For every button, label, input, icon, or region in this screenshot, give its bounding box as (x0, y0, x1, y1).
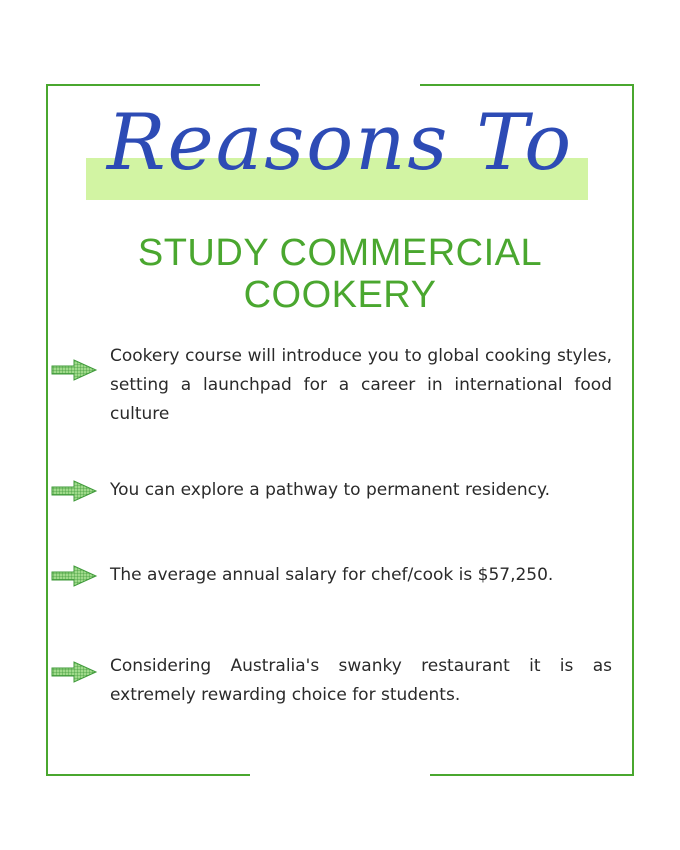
reason-item-3 (50, 561, 620, 591)
frame-left (46, 84, 48, 776)
reason-text: The average annual salary for chef/cook is $57,250. (110, 565, 554, 585)
subtitle-line-2: COOKERY (243, 274, 437, 316)
reason-text: Cookery course will introduce you to global cooking styles, setting a launchpad for a career in international food culture (110, 346, 612, 424)
green-arrow-icon (50, 660, 98, 684)
reason-text: Considering Australia's swanky restaurant it is as extremely rewarding choice for students. (110, 656, 612, 705)
reason-item-1 (50, 342, 620, 432)
reason-text: You can explore a pathway to permanent residency. (110, 480, 551, 500)
reason-item-4 (50, 652, 620, 712)
frame-bottom-left (46, 774, 250, 776)
frame-top-right (420, 84, 634, 86)
page-subtitle (80, 232, 600, 316)
reason-item-2 (50, 476, 620, 506)
frame-bottom-right (430, 774, 634, 776)
green-arrow-icon (50, 564, 98, 588)
subtitle-line-1: STUDY COMMERCIAL (137, 232, 543, 274)
green-arrow-icon (50, 479, 98, 503)
script-title: Reasons To (106, 98, 574, 188)
frame-top-left (46, 84, 260, 86)
frame-right (632, 84, 634, 776)
green-arrow-icon (50, 358, 98, 382)
